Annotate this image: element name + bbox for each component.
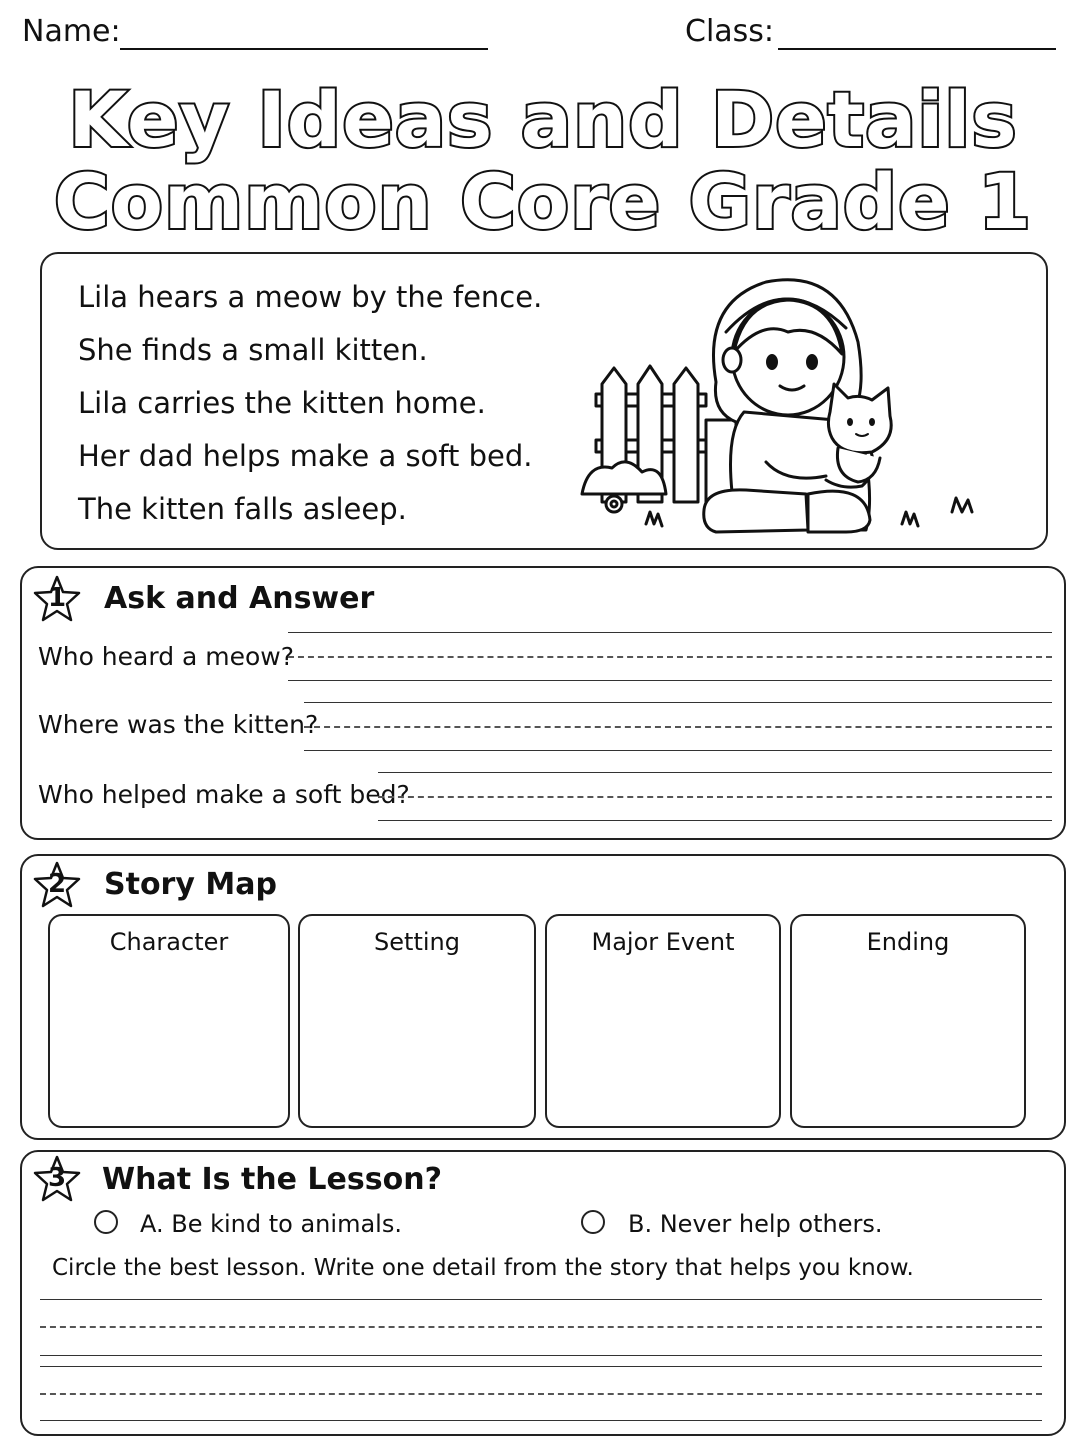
option-b-radio[interactable] [581,1210,605,1234]
story-map-label: Major Event [591,928,735,956]
answer-line-dashed[interactable] [378,796,1052,798]
story-map-label: Ending [866,928,950,956]
section-title-story-map: Story Map [104,867,277,902]
option-a-radio[interactable] [94,1210,118,1234]
story-line-1: Lila hears a meow by the fence. [78,280,543,314]
star-number-badge-1 [32,574,82,624]
question-who-helped: Who helped make a soft bed? [38,780,410,809]
section-number-1: 1 [47,583,67,613]
question-who-heard: Who heard a meow? [38,642,295,671]
story-map-box-character[interactable] [48,914,290,1128]
story-line-2: She finds a small kitten. [78,333,428,367]
story-line-3: Lila carries the kitten home. [78,386,486,420]
page-title-line-1: Key Ideas and Details [68,75,1018,164]
story-map-box-major-event[interactable] [545,914,781,1128]
story-map-box-ending[interactable] [790,914,1026,1128]
answer-line-bottom [304,750,1052,751]
question-where-kitten: Where was the kitten? [38,710,319,739]
option-b-label: B. Never help others. [628,1210,883,1238]
answer-line-dashed[interactable] [304,726,1052,728]
answer-line-top [288,632,1052,633]
name-field[interactable] [120,48,488,50]
story-map-label: Character [109,928,229,956]
story-line-5: The kitten falls asleep. [78,492,407,526]
writing-line-bottom [40,1355,1042,1356]
story-map-box-setting[interactable] [298,914,536,1128]
lesson-instruction: Circle the best lesson. Write one detail from the story that helps you know. [52,1255,914,1281]
answer-line-bottom [288,680,1052,681]
class-field[interactable] [778,48,1056,50]
section-number-3: 3 [47,1163,67,1193]
option-a-label: A. Be kind to animals. [140,1210,402,1238]
answer-line-top [304,702,1052,703]
answer-line-dashed[interactable] [288,656,1052,658]
writing-line-dashed[interactable] [40,1326,1042,1328]
name-label: Name: [22,14,121,49]
story-map-label: Setting [374,928,460,956]
section-title-ask-and-answer: Ask and Answer [104,581,375,616]
writing-line-top [40,1299,1042,1300]
class-label: Class: [685,14,775,49]
writing-line-bottom [40,1420,1042,1421]
section-title-lesson: What Is the Lesson? [102,1162,442,1197]
story-line-4: Her dad helps make a soft bed. [78,439,533,473]
page-title-line-2: Common Core Grade 1 [53,157,1033,246]
writing-line-dashed[interactable] [40,1393,1042,1395]
writing-line-top [40,1366,1042,1367]
star-number-badge-2 [32,860,82,910]
girl-holding-kitten-by-fence-icon [576,262,996,542]
star-number-badge-3 [32,1154,82,1204]
answer-line-bottom [378,820,1052,821]
answer-line-top [378,772,1052,773]
section-number-2: 2 [47,869,67,899]
